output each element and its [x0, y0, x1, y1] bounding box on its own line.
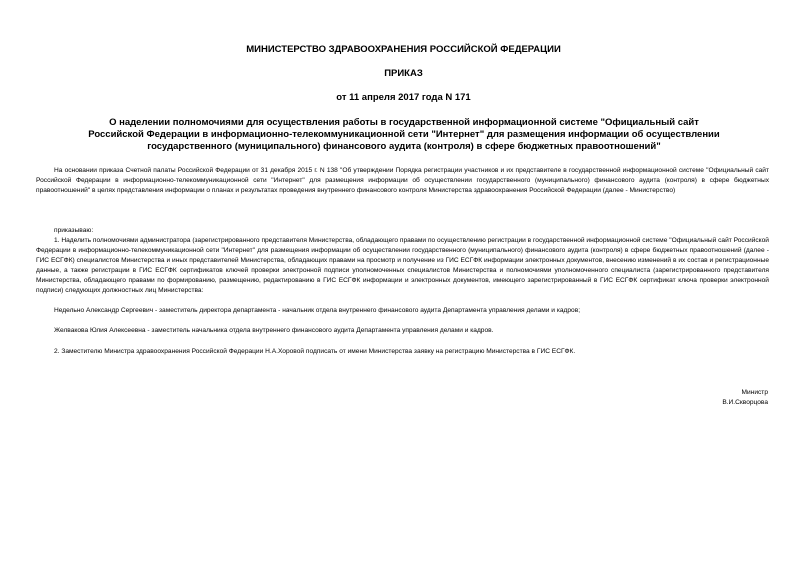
signature-position: Министр — [741, 389, 768, 396]
orders-line: приказываю: — [54, 227, 94, 234]
signature-name: В.И.Скворцова — [722, 399, 768, 406]
basis-paragraph: На основании приказа Счетной палаты Российской Федерации от 31 декабря 2015 г. N 138 "Об утверждении Порядка регистрации участников и их представителе в государственной информационной системе "Официальный сайт Российской Федерации в информационно-телекоммуникационной сети "Интернет" для размещения информации об осуществлении государственного (муниципального) финансового аудита (контроля) в сфере бюджетных правоотношений" в целях представления информации о планах и результатах проведения внутреннего финансового контроля Министерства здравоохранения Российской Федерации (далее - Министерство) — [36, 167, 769, 194]
person-1: Недельно Александр Сергеевич - заместитель директора департамента - начальник отдела внутреннего финансового аудита Департамента управления делами и кадров; — [54, 307, 581, 314]
document-subject: О наделении полномочиями для осуществления работы в государственной информационной системе "Официальный сайт Российской Федерации в информационно-телекоммуникационной сети "Интернет" для размещения информации об осуществлении государственного (муниципального) финансового аудита (контроля) в сфере бюджетных правоотношений" — [88, 117, 720, 152]
document-date-number: от 11 апреля 2017 года N 171 — [336, 92, 471, 103]
paragraph-1: 1. Наделить полномочиями администратора (зарегистрированного представителя Министерства, обладающего правами по осуществлению регистрации в государственной информационной системе "Официальный сайт Российской Федерации в информационно-телекоммуникационной сети "Интернет" для размещения информации об осуществлении государственного (муниципального) финансового аудита (контроля) в сфере бюджетных правоотношений (далее - ГИС ЕСГФК) специалистов Министерства и иных представителей Министерства, обладающих правами на просмотр и получение из ГИС ЕСГФК информации электронных документов, внесению изменений в их состав и регистрационные данные, а также регистрации в ГИС ЕСГФК сертификатов ключей проверки электронной подписи уполномоченных специалистов Министерства и полномочиями уполномоченного специалиста (зарегистрированного представителя Министерства, обладающего правами по формированию, размещению, редактированию в ГИС ЕСГФК информации и электронных документов, имеющего зарегистрированный в ГИС ЕСГФК сертификат ключа проверки электронной подписи) следующих должностных лиц Министерства: — [36, 237, 769, 294]
document-type: ПРИКАЗ — [384, 68, 423, 79]
paragraph-2: 2. Заместителю Министра здравоохранения Российской Федерации Н.А.Хоровой подписать от имени Министерства заявку на регистрацию Министерства в ГИС ЕСГФК. — [54, 348, 576, 355]
ministry-name: МИНИСТЕРСТВО ЗДРАВООХРАНЕНИЯ РОССИЙСКОЙ ФЕДЕРАЦИИ — [246, 44, 561, 55]
person-2: Желвакова Юлия Алексеевна - заместитель начальника отдела внутреннего финансового аудита Департамента управления делами и кадров. — [54, 327, 494, 334]
